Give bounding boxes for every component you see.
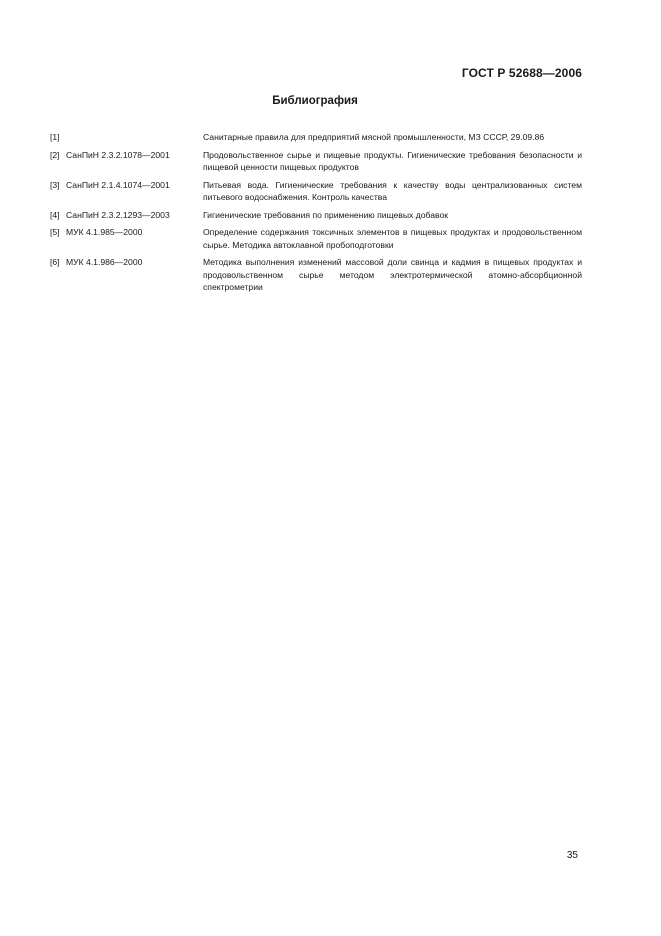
entry-number: [5]	[50, 227, 60, 237]
entry-reference	[50, 149, 203, 174]
entry-text: Продовольственное сырье и пищевые продукты. Гигиенические требования безопасности и пищевой ценности пищевых продуктов	[203, 149, 582, 172]
bibliography-entry	[50, 209, 582, 222]
entry-code: СанПиН 2.1.4.1074—2001	[66, 179, 170, 190]
entry-reference	[50, 179, 203, 204]
entry-number: [3]	[50, 179, 60, 190]
entry-number: [4]	[50, 209, 60, 220]
entry-code: МУК 4.1.985—2000	[66, 227, 143, 237]
bibliography-entry	[50, 131, 582, 144]
entry-reference	[50, 131, 203, 144]
entry-code: МУК 4.1.986—2000	[66, 257, 143, 267]
entry-reference	[50, 256, 203, 294]
entry-text: Определение содержания токсичных элементов в пищевых продуктах и продовольственном сырье. Методика автоклавной пробоподготовки	[203, 227, 582, 250]
bibliography-entry	[50, 149, 582, 174]
entry-number: [2]	[50, 149, 60, 160]
page-number: 35	[566, 850, 578, 861]
entry-number: [1]	[50, 132, 60, 142]
entry-reference	[50, 226, 203, 251]
entry-text: Методика выполнения изменений массовой доли свинца и кадмия в пищевых продуктах и продовольственном сырье методом электротермической атомно-абсорбционной спектрометрии	[203, 257, 582, 292]
entry-reference	[50, 209, 203, 222]
bibliography-entry	[50, 179, 582, 204]
bibliography-title: Библиография	[272, 95, 358, 107]
entry-text: Санитарные правила для предприятий мясной промышленности, МЗ СССР, 29.09.86	[203, 132, 545, 142]
bibliography-entry	[50, 226, 582, 251]
entry-code: СанПиН 2.3.2.1078—2001	[66, 149, 170, 160]
entry-text: Гигиенические требования по применению пищевых добавок	[203, 209, 449, 220]
entry-code: СанПиН 2.3.2.1293—2003	[66, 209, 170, 220]
bibliography-entry	[50, 256, 582, 294]
bibliography-list	[50, 131, 582, 299]
entry-text: Питьевая вода. Гигиенические требования к качеству воды централизованных систем питьевого водоснабжения. Контроль качества	[203, 179, 582, 202]
entry-number: [6]	[50, 257, 60, 267]
document-code: ГОСТ Р 52688—2006	[461, 66, 582, 80]
